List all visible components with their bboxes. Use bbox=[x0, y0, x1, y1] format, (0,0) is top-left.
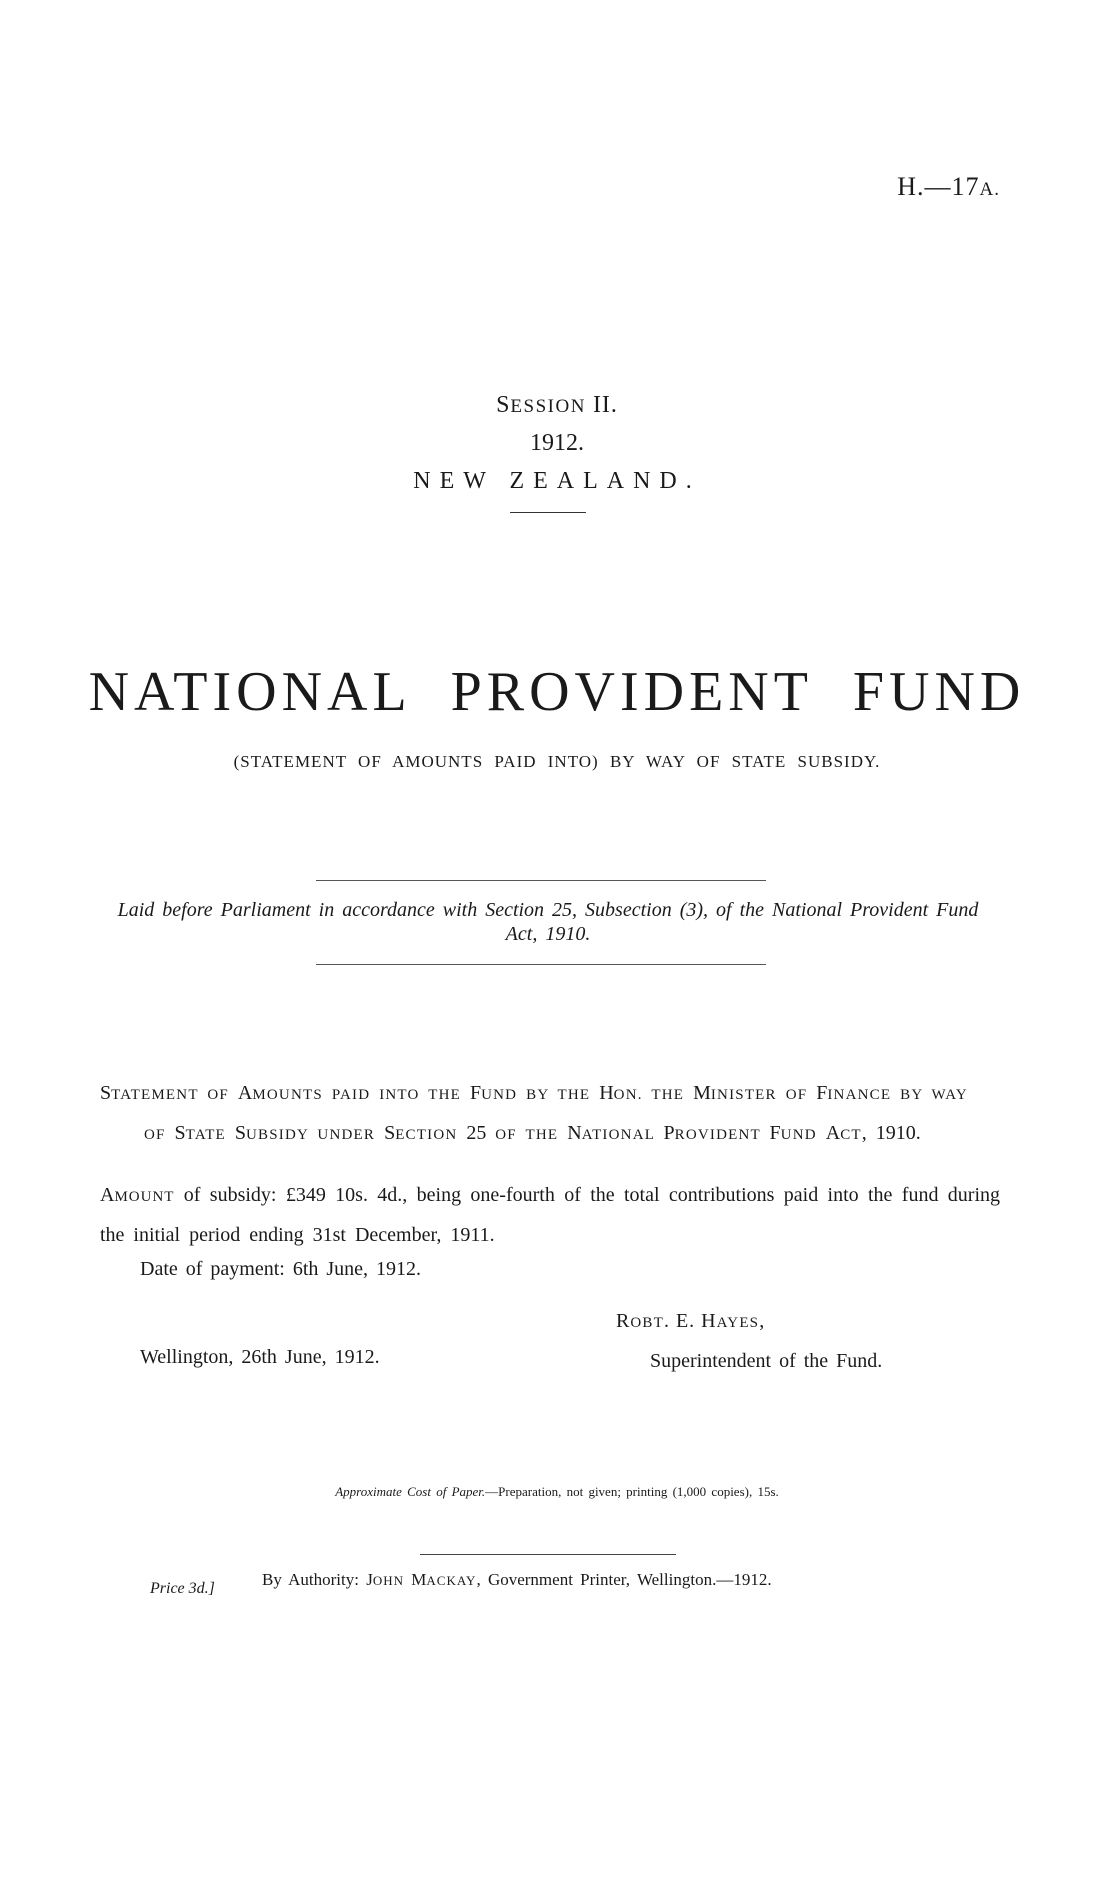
cost-note-label: Approximate Cost of Paper. bbox=[335, 1484, 486, 1499]
heading1-sc-4: INISTER OF bbox=[710, 1087, 817, 1103]
document-title: NATIONAL PROVIDENT FUND bbox=[88, 661, 1026, 723]
printer-name-sc-2: ACKAY bbox=[426, 1573, 477, 1588]
heading1-cap-1: A bbox=[237, 1082, 253, 1104]
divider-authority bbox=[420, 1554, 676, 1555]
statement-heading-line-2 bbox=[100, 1114, 1000, 1154]
session-line bbox=[0, 392, 1114, 419]
signer-name-sc-1: OBT bbox=[630, 1315, 664, 1331]
heading2-sc-6: ROVIDENT bbox=[674, 1127, 770, 1143]
heading2-sc-4: OF THE bbox=[486, 1127, 568, 1143]
cost-note bbox=[0, 1484, 1114, 1500]
heading2-sc-8: CT bbox=[840, 1127, 862, 1143]
authority-line bbox=[262, 1570, 772, 1590]
amount-lead-cap: A bbox=[100, 1184, 115, 1206]
heading1-sc-0: TATEMENT OF bbox=[111, 1087, 238, 1103]
heading2-cap-1: S bbox=[174, 1122, 186, 1144]
heading2-cap-3: S bbox=[384, 1122, 396, 1144]
signer-name-cap-2: H bbox=[701, 1310, 717, 1332]
document-subtitle: (STATEMENT OF AMOUNTS PAID INTO) BY WAY OF STATE SUBSIDY. bbox=[233, 752, 881, 771]
divider-top bbox=[316, 880, 766, 881]
printer-name-cap-1: J bbox=[366, 1570, 373, 1589]
heading2-sc-7: UND bbox=[780, 1127, 826, 1143]
reference-suffix: A. bbox=[979, 179, 1000, 200]
heading1-cap-3: H bbox=[599, 1082, 614, 1104]
heading2-sc-1: TATE bbox=[185, 1127, 235, 1143]
amount-paragraph bbox=[100, 1176, 1000, 1254]
signer-name-sc-2: AYES bbox=[716, 1315, 760, 1331]
price-note: Price 3d.] bbox=[150, 1580, 215, 1597]
signer-name-cap-1: R bbox=[616, 1310, 631, 1332]
printer-name-sc-1: OHN bbox=[372, 1573, 412, 1588]
session-number: II. bbox=[592, 392, 618, 418]
heading1-sc-2: UND BY THE bbox=[481, 1087, 600, 1103]
heading1-cap-4: M bbox=[693, 1082, 711, 1104]
heading2-cap-7: F bbox=[769, 1122, 781, 1144]
place-and-date: Wellington, 26th June, 1912. bbox=[140, 1346, 380, 1368]
signer-title: Superintendent of the Fund. bbox=[650, 1350, 883, 1372]
statement-heading bbox=[100, 1074, 1000, 1154]
divider-short bbox=[510, 512, 586, 513]
session-word: ESSION bbox=[510, 396, 586, 417]
country-name: NEW ZEALAND. bbox=[413, 468, 701, 494]
heading1-cap-0: S bbox=[100, 1082, 112, 1104]
heading2-cap-6: P bbox=[663, 1122, 675, 1144]
heading2-cap-8: A bbox=[825, 1122, 841, 1144]
divider-bottom bbox=[316, 964, 766, 965]
heading1-cap-5: F bbox=[816, 1082, 828, 1104]
amount-text: of subsidy: £349 10s. 4d., being one-fourth of the total contributions paid into the fund during the initial period ending 31st December, 1911. bbox=[100, 1184, 1000, 1246]
authority-suffix: , Government Printer, Wellington.—1912. bbox=[476, 1570, 772, 1589]
heading2-sc-3: ECTION bbox=[395, 1127, 467, 1143]
laid-before-note: Laid before Parliament in accordance with Section 25, Subsection (3), of the National Provident Fund Act, 1910. bbox=[117, 899, 979, 945]
signer-name bbox=[616, 1310, 765, 1333]
statement-heading-line-1 bbox=[100, 1082, 968, 1104]
heading2-cap-4: 25 bbox=[466, 1122, 487, 1144]
reference-main: H.—17 bbox=[897, 172, 980, 201]
signer-name-end: , bbox=[759, 1310, 766, 1332]
heading2-sc-5: ATIONAL bbox=[581, 1127, 664, 1143]
date-of-payment: Date of payment: 6th June, 1912. bbox=[140, 1258, 422, 1280]
heading1-cap-2: F bbox=[469, 1082, 482, 1104]
printer-name-cap-2: M bbox=[411, 1570, 427, 1589]
heading1-sc-3: ON. THE bbox=[613, 1087, 694, 1103]
heading1-sc-5: INANCE BY WAY bbox=[827, 1087, 968, 1103]
document-reference bbox=[897, 172, 1000, 202]
authority-prefix: By Authority: bbox=[262, 1570, 367, 1589]
heading2-cap-2: S bbox=[234, 1122, 246, 1144]
signer-name-mid: . E. bbox=[663, 1310, 702, 1332]
heading2-sc-2: UBSIDY UNDER bbox=[246, 1127, 385, 1143]
heading1-sc-1: MOUNTS PAID INTO THE bbox=[252, 1087, 470, 1103]
amount-lead-word: MOUNT bbox=[114, 1189, 175, 1205]
session-year: 1912. bbox=[530, 430, 584, 456]
cost-note-text: —Preparation, not given; printing (1,000 copies), 15s. bbox=[485, 1484, 779, 1499]
session-initial: S bbox=[496, 392, 511, 418]
heading2-sc-0: OF bbox=[144, 1127, 175, 1143]
heading2-cap-5: N bbox=[567, 1122, 582, 1144]
heading2-cap-9: , 1910. bbox=[861, 1122, 921, 1144]
